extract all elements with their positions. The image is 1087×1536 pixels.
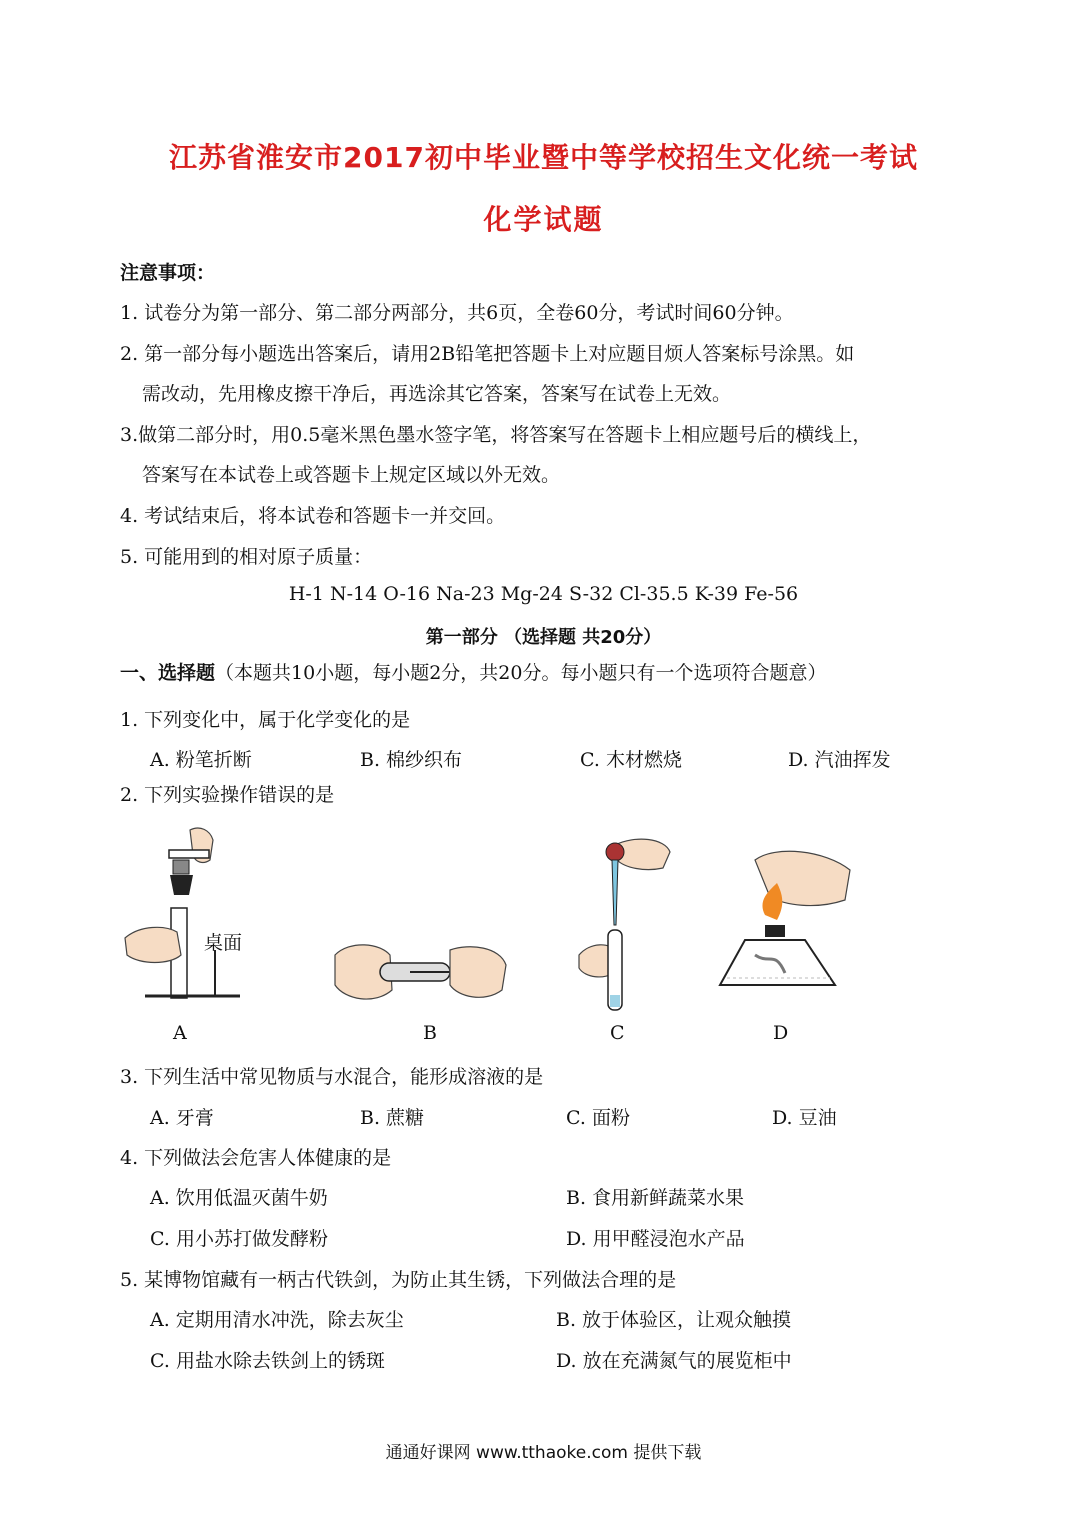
q4-option-b: B. 食用新鲜蔬菜水果 — [566, 1187, 745, 1209]
q3-option-c: C. 面粉 — [566, 1107, 630, 1129]
figure-label-d: D — [773, 1022, 789, 1044]
section-heading-bold: 一、选择题 — [120, 662, 216, 684]
q3-option-b: B. 蔗糖 — [360, 1107, 425, 1129]
question-5-stem: 5. 某博物馆藏有一柄古代铁剑，为防止其生锈，下列做法合理的是 — [120, 1269, 677, 1291]
notice-item-3-cont: 答案写在本试卷上或答题卡上规定区域以外无效。 — [142, 464, 561, 486]
q5-option-b: B. 放于体验区，让观众触摸 — [556, 1309, 792, 1331]
q4-option-d: D. 用甲醛浸泡水产品 — [566, 1228, 745, 1250]
figure-label-b: B — [423, 1022, 437, 1044]
question-2-stem: 2. 下列实验操作错误的是 — [120, 784, 335, 806]
q3-option-d: D. 豆油 — [772, 1107, 837, 1129]
q4-option-a: A. 饮用低温灭菌牛奶 — [150, 1187, 328, 1209]
question-1-stem: 1. 下列变化中，属于化学变化的是 — [120, 709, 411, 731]
question-3-stem: 3. 下列生活中常见物质与水混合，能形成溶液的是 — [120, 1066, 544, 1088]
figure-b-drawing — [330, 935, 510, 1010]
section-heading — [120, 658, 826, 685]
figure-d-drawing — [715, 845, 855, 1010]
question-4-stem: 4. 下列做法会危害人体健康的是 — [120, 1147, 392, 1169]
section-heading-desc: （本题共10小题，每小题2分，共20分。每小题只有一个选项符合题意） — [215, 662, 827, 684]
q5-option-c: C. 用盐水除去铁剑上的锈斑 — [150, 1350, 385, 1372]
desk-label: 桌面 — [204, 932, 243, 954]
figure-label-c: C — [610, 1022, 625, 1044]
notice-item-2-cont: 需改动，先用橡皮擦干净后，再选涂其它答案，答案写在试卷上无效。 — [142, 383, 732, 405]
footer-source: 通通好课网 www.tthaoke.com 提供下载 — [385, 1443, 702, 1463]
q4-option-c: C. 用小苏打做发酵粉 — [150, 1228, 328, 1250]
q1-option-c: C. 木材燃烧 — [580, 749, 682, 771]
q3-option-a: A. 牙膏 — [150, 1107, 214, 1129]
notice-item-4: 4. 考试结束后，将本试卷和答题卡一并交回。 — [120, 505, 506, 527]
notice-item-1: 1. 试卷分为第一部分、第二部分两部分，共6页，全卷60分，考试时间60分钟。 — [120, 302, 794, 324]
q1-option-d: D. 汽油挥发 — [788, 749, 891, 771]
exam-subtitle: 化学试题 — [483, 203, 604, 236]
notice-item-5: 5. 可能用到的相对原子质量： — [120, 546, 373, 568]
exam-title: 江苏省淮安市2017初中毕业暨中等学校招生文化统一考试 — [169, 141, 918, 174]
figure-a-drawing — [115, 820, 245, 1010]
atomic-masses: H-1 N-14 O-16 Na-23 Mg-24 S-32 Cl-35.5 K-39 Fe-56 — [288, 583, 799, 605]
figure-c-drawing — [575, 830, 685, 1015]
notice-heading: 注意事项： — [120, 262, 216, 284]
q5-option-a: A. 定期用清水冲洗，除去灰尘 — [150, 1309, 404, 1331]
q5-option-d: D. 放在充满氮气的展览柜中 — [556, 1350, 792, 1372]
figure-label-a: A — [173, 1022, 187, 1044]
q1-option-a: A. 粉笔折断 — [150, 749, 252, 771]
part1-heading: 第一部分 （选择题 共20分） — [425, 627, 662, 648]
q1-option-b: B. 棉纱织布 — [360, 749, 463, 771]
notice-item-2: 2. 第一部分每小题选出答案后，请用2B铅笔把答题卡上对应题目烦人答案标号涂黑。如 — [120, 343, 855, 365]
notice-item-3: 3.做第二部分时，用0.5毫米黑色墨水签字笔，将答案写在答题卡上相应题号后的横线上， — [120, 424, 872, 446]
